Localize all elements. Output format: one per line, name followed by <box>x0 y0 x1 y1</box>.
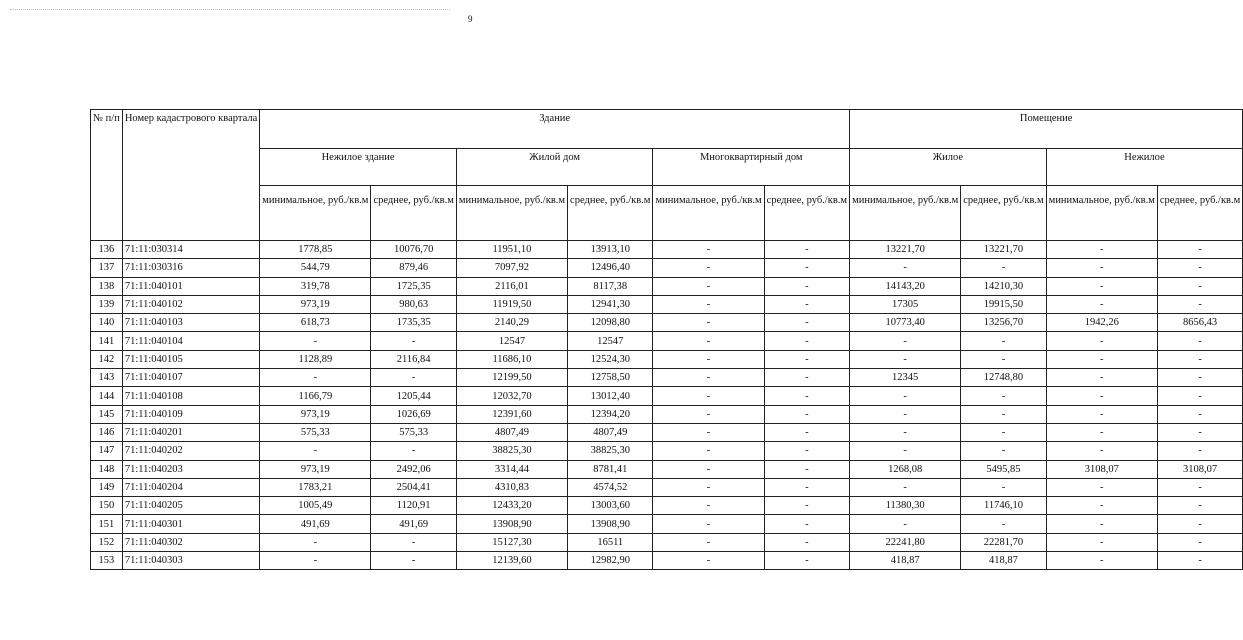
price-cell: - <box>961 405 1046 423</box>
price-cell: 12391,60 <box>456 405 567 423</box>
price-cell: - <box>1157 533 1242 551</box>
price-cell: - <box>371 332 456 350</box>
row-number-cell: 143 <box>91 369 123 387</box>
price-cell: - <box>1046 259 1157 277</box>
price-cell: - <box>1046 497 1157 515</box>
price-cell: - <box>653 350 764 368</box>
price-cell: 4807,49 <box>456 423 567 441</box>
price-cell: 1783,21 <box>260 478 371 496</box>
price-cell: 8781,41 <box>568 460 653 478</box>
row-number-cell: 150 <box>91 497 123 515</box>
row-number-cell: 136 <box>91 241 123 259</box>
table-row <box>91 497 1243 515</box>
quarter-cell: 71:11:030316 <box>122 259 259 277</box>
table-row <box>91 515 1243 533</box>
price-cell: - <box>961 332 1046 350</box>
price-cell: 5495,85 <box>961 460 1046 478</box>
price-cell: - <box>1046 277 1157 295</box>
header-avg: среднее, руб./кв.м <box>1157 186 1242 241</box>
header-premises: Помещение <box>850 110 1243 149</box>
price-cell: 1005,49 <box>260 497 371 515</box>
quarter-cell: 71:11:040101 <box>122 277 259 295</box>
price-cell: - <box>764 369 849 387</box>
price-cell: - <box>371 442 456 460</box>
price-cell: - <box>1157 387 1242 405</box>
price-cell: 12941,30 <box>568 295 653 313</box>
price-cell: 13003,60 <box>568 497 653 515</box>
quarter-cell: 71:11:040205 <box>122 497 259 515</box>
price-cell: 618,73 <box>260 314 371 332</box>
price-cell: 14210,30 <box>961 277 1046 295</box>
price-cell: 491,69 <box>260 515 371 533</box>
price-cell: 1778,85 <box>260 241 371 259</box>
price-cell: - <box>260 332 371 350</box>
price-cell: - <box>653 405 764 423</box>
price-cell: 544,79 <box>260 259 371 277</box>
price-cell: 12748,80 <box>961 369 1046 387</box>
row-number-cell: 141 <box>91 332 123 350</box>
price-cell: 2116,01 <box>456 277 567 295</box>
price-cell: - <box>653 295 764 313</box>
row-number-cell: 147 <box>91 442 123 460</box>
price-cell: 14143,20 <box>850 277 961 295</box>
price-cell: 16511 <box>568 533 653 551</box>
header-avg: среднее, руб./кв.м <box>568 186 653 241</box>
quarter-cell: 71:11:040302 <box>122 533 259 551</box>
price-cell: - <box>1157 515 1242 533</box>
quarter-cell: 71:11:040202 <box>122 442 259 460</box>
price-cell: 8656,43 <box>1157 314 1242 332</box>
price-cell: - <box>764 332 849 350</box>
price-cell: 4574,52 <box>568 478 653 496</box>
price-cell: - <box>1046 515 1157 533</box>
row-number-cell: 142 <box>91 350 123 368</box>
scan-artifact-line <box>10 9 450 12</box>
price-cell: - <box>850 423 961 441</box>
price-cell: - <box>764 478 849 496</box>
quarter-cell: 71:11:040201 <box>122 423 259 441</box>
table-row <box>91 369 1243 387</box>
price-cell: - <box>1157 552 1242 570</box>
price-cell: 38825,30 <box>568 442 653 460</box>
price-cell: - <box>260 442 371 460</box>
price-cell: - <box>1157 277 1242 295</box>
price-cell: 3108,07 <box>1157 460 1242 478</box>
quarter-cell: 71:11:040104 <box>122 332 259 350</box>
price-cell: 12139,60 <box>456 552 567 570</box>
price-cell: - <box>764 295 849 313</box>
table-row <box>91 241 1243 259</box>
price-cell: - <box>1046 442 1157 460</box>
price-cell: 1205,44 <box>371 387 456 405</box>
price-cell: 13908,90 <box>568 515 653 533</box>
price-cell: - <box>850 350 961 368</box>
header-residential: Жилое <box>850 149 1047 186</box>
price-cell: 12758,50 <box>568 369 653 387</box>
price-cell: - <box>653 442 764 460</box>
table-row <box>91 350 1243 368</box>
header-min: минимальное, руб./кв.м <box>260 186 371 241</box>
header-building: Здание <box>260 110 850 149</box>
price-cell: 13221,70 <box>850 241 961 259</box>
price-cell: 879,46 <box>371 259 456 277</box>
price-cell: - <box>1046 387 1157 405</box>
table-row <box>91 442 1243 460</box>
price-cell: 11380,30 <box>850 497 961 515</box>
quarter-cell: 71:11:040204 <box>122 478 259 496</box>
price-cell: - <box>1046 369 1157 387</box>
price-cell: - <box>764 442 849 460</box>
price-cell: - <box>764 497 849 515</box>
price-cell: - <box>961 515 1046 533</box>
price-cell: 13256,70 <box>961 314 1046 332</box>
price-cell: 1166,79 <box>260 387 371 405</box>
price-cell: 12547 <box>456 332 567 350</box>
header-min: минимальное, руб./кв.м <box>456 186 567 241</box>
price-cell: 10076,70 <box>371 241 456 259</box>
price-cell: 2504,41 <box>371 478 456 496</box>
price-cell: 980,63 <box>371 295 456 313</box>
price-cell: - <box>850 405 961 423</box>
price-cell: - <box>1046 478 1157 496</box>
price-cell: 17305 <box>850 295 961 313</box>
price-cell: - <box>764 350 849 368</box>
price-cell: 22241,80 <box>850 533 961 551</box>
table-row <box>91 478 1243 496</box>
table-row <box>91 295 1243 313</box>
price-cell: - <box>653 314 764 332</box>
price-cell: - <box>1157 241 1242 259</box>
price-cell: 973,19 <box>260 460 371 478</box>
page-number: 9 <box>468 14 473 24</box>
price-cell: - <box>260 552 371 570</box>
price-cell: 418,87 <box>961 552 1046 570</box>
header-num: № п/п <box>91 110 123 241</box>
row-number-cell: 146 <box>91 423 123 441</box>
header-nonres-building: Нежилое здание <box>260 149 457 186</box>
cadastral-price-table <box>90 109 1243 570</box>
price-cell: - <box>764 460 849 478</box>
price-cell: 3314,44 <box>456 460 567 478</box>
price-cell: 3108,07 <box>1046 460 1157 478</box>
price-cell: 1026,69 <box>371 405 456 423</box>
price-cell: - <box>1157 332 1242 350</box>
price-cell: - <box>1046 552 1157 570</box>
price-cell: - <box>961 478 1046 496</box>
price-cell: 11746,10 <box>961 497 1046 515</box>
table-body <box>91 241 1243 570</box>
price-cell: 1735,35 <box>371 314 456 332</box>
price-cell: - <box>1157 369 1242 387</box>
header-house: Жилой дом <box>456 149 653 186</box>
price-cell: - <box>764 552 849 570</box>
price-cell: 973,19 <box>260 295 371 313</box>
price-cell: 15127,30 <box>456 533 567 551</box>
row-number-cell: 148 <box>91 460 123 478</box>
price-cell: - <box>1157 423 1242 441</box>
price-cell: 11686,10 <box>456 350 567 368</box>
price-cell: - <box>653 460 764 478</box>
price-cell: 1268,08 <box>850 460 961 478</box>
price-cell: 12524,30 <box>568 350 653 368</box>
price-cell: - <box>850 478 961 496</box>
price-cell: 4807,49 <box>568 423 653 441</box>
header-avg: среднее, руб./кв.м <box>764 186 849 241</box>
table-row <box>91 460 1243 478</box>
price-cell: - <box>653 277 764 295</box>
header-min: минимальное, руб./кв.м <box>850 186 961 241</box>
price-cell: - <box>961 423 1046 441</box>
price-cell: 12394,20 <box>568 405 653 423</box>
price-cell: - <box>764 314 849 332</box>
price-cell: - <box>764 259 849 277</box>
price-cell: 12496,40 <box>568 259 653 277</box>
price-cell: - <box>850 332 961 350</box>
price-cell: - <box>653 497 764 515</box>
quarter-cell: 71:11:040109 <box>122 405 259 423</box>
quarter-cell: 71:11:040303 <box>122 552 259 570</box>
price-cell: - <box>653 332 764 350</box>
price-cell: - <box>764 533 849 551</box>
price-cell: - <box>260 369 371 387</box>
price-cell: - <box>653 515 764 533</box>
price-cell: - <box>961 442 1046 460</box>
price-cell: - <box>371 369 456 387</box>
table-row <box>91 405 1243 423</box>
quarter-cell: 71:11:030314 <box>122 241 259 259</box>
table-row <box>91 552 1243 570</box>
price-cell: 319,78 <box>260 277 371 295</box>
price-cell: - <box>1157 259 1242 277</box>
price-cell: 2140,29 <box>456 314 567 332</box>
price-cell: 2492,06 <box>371 460 456 478</box>
price-cell: 19915,50 <box>961 295 1046 313</box>
quarter-cell: 71:11:040103 <box>122 314 259 332</box>
price-cell: - <box>1157 295 1242 313</box>
price-cell: 973,19 <box>260 405 371 423</box>
price-cell: 12433,20 <box>456 497 567 515</box>
row-number-cell: 139 <box>91 295 123 313</box>
price-cell: - <box>764 405 849 423</box>
price-cell: - <box>1046 295 1157 313</box>
header-min: минимальное, руб./кв.м <box>1046 186 1157 241</box>
price-cell: - <box>653 241 764 259</box>
price-cell: - <box>653 533 764 551</box>
price-cell: 11951,10 <box>456 241 567 259</box>
price-cell: 491,69 <box>371 515 456 533</box>
price-cell: - <box>961 259 1046 277</box>
price-cell: 575,33 <box>371 423 456 441</box>
price-cell: 10773,40 <box>850 314 961 332</box>
header-min: минимальное, руб./кв.м <box>653 186 764 241</box>
price-cell: - <box>653 259 764 277</box>
price-cell: 1942,26 <box>1046 314 1157 332</box>
row-number-cell: 152 <box>91 533 123 551</box>
row-number-cell: 151 <box>91 515 123 533</box>
price-cell: - <box>764 387 849 405</box>
table-row <box>91 533 1243 551</box>
quarter-cell: 71:11:040108 <box>122 387 259 405</box>
header-apartment-house: Многоквартирный дом <box>653 149 850 186</box>
price-cell: 12098,80 <box>568 314 653 332</box>
table-row <box>91 423 1243 441</box>
price-cell: - <box>653 423 764 441</box>
price-cell: - <box>764 277 849 295</box>
header-avg: среднее, руб./кв.м <box>371 186 456 241</box>
row-number-cell: 145 <box>91 405 123 423</box>
price-cell: 1725,35 <box>371 277 456 295</box>
price-cell: - <box>1046 405 1157 423</box>
price-cell: 8117,38 <box>568 277 653 295</box>
price-cell: - <box>961 387 1046 405</box>
price-cell: - <box>850 259 961 277</box>
quarter-cell: 71:11:040102 <box>122 295 259 313</box>
quarter-cell: 71:11:040105 <box>122 350 259 368</box>
price-cell: 13012,40 <box>568 387 653 405</box>
price-cell: - <box>1157 497 1242 515</box>
price-cell: 7097,92 <box>456 259 567 277</box>
row-number-cell: 140 <box>91 314 123 332</box>
price-cell: 418,87 <box>850 552 961 570</box>
quarter-cell: 71:11:040107 <box>122 369 259 387</box>
row-number-cell: 144 <box>91 387 123 405</box>
price-cell: - <box>764 423 849 441</box>
price-cell: - <box>653 387 764 405</box>
price-cell: 13913,10 <box>568 241 653 259</box>
price-cell: 12547 <box>568 332 653 350</box>
row-number-cell: 138 <box>91 277 123 295</box>
price-cell: 12345 <box>850 369 961 387</box>
table-row <box>91 332 1243 350</box>
price-cell: - <box>1046 423 1157 441</box>
price-cell: - <box>371 552 456 570</box>
price-cell: 1128,89 <box>260 350 371 368</box>
price-cell: - <box>1046 350 1157 368</box>
price-cell: - <box>653 552 764 570</box>
price-cell: - <box>1046 533 1157 551</box>
row-number-cell: 149 <box>91 478 123 496</box>
header-avg: среднее, руб./кв.м <box>961 186 1046 241</box>
table-row <box>91 277 1243 295</box>
header-quarter: Номер кадастрового квартала <box>122 110 259 241</box>
price-cell: - <box>653 369 764 387</box>
table-row <box>91 314 1243 332</box>
price-cell: - <box>850 387 961 405</box>
quarter-cell: 71:11:040203 <box>122 460 259 478</box>
table-row <box>91 259 1243 277</box>
price-cell: 12032,70 <box>456 387 567 405</box>
row-number-cell: 153 <box>91 552 123 570</box>
header-nonresidential: Нежилое <box>1046 149 1243 186</box>
quarter-cell: 71:11:040301 <box>122 515 259 533</box>
price-cell: - <box>1046 332 1157 350</box>
price-cell: 38825,30 <box>456 442 567 460</box>
price-cell: 13908,90 <box>456 515 567 533</box>
price-cell: - <box>764 515 849 533</box>
price-cell: 12199,50 <box>456 369 567 387</box>
price-cell: - <box>961 350 1046 368</box>
price-cell: - <box>1157 405 1242 423</box>
table-row <box>91 387 1243 405</box>
price-cell: 1120,91 <box>371 497 456 515</box>
price-cell: 2116,84 <box>371 350 456 368</box>
price-cell: 22281,70 <box>961 533 1046 551</box>
price-cell: - <box>1157 478 1242 496</box>
price-cell: - <box>850 515 961 533</box>
price-cell: - <box>1157 350 1242 368</box>
price-cell: - <box>850 442 961 460</box>
price-cell: - <box>653 478 764 496</box>
price-cell: - <box>1157 442 1242 460</box>
price-cell: 11919,50 <box>456 295 567 313</box>
price-cell: 12982,90 <box>568 552 653 570</box>
price-cell: 13221,70 <box>961 241 1046 259</box>
price-cell: - <box>764 241 849 259</box>
row-number-cell: 137 <box>91 259 123 277</box>
price-cell: 4310,83 <box>456 478 567 496</box>
price-cell: 575,33 <box>260 423 371 441</box>
price-cell: - <box>1046 241 1157 259</box>
price-cell: - <box>371 533 456 551</box>
price-cell: - <box>260 533 371 551</box>
